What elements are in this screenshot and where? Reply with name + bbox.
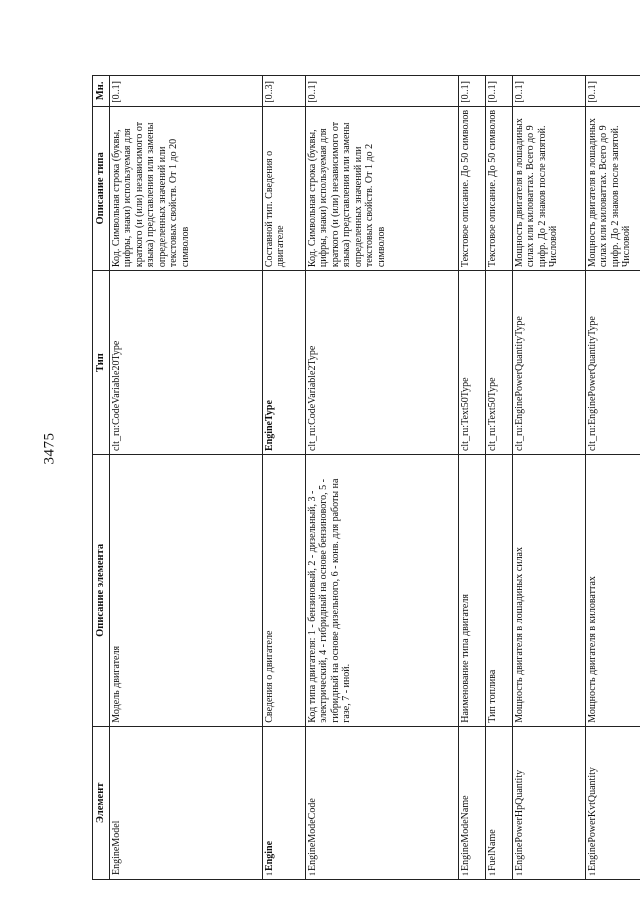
cell-type-description: Код. Символьная строка (буквы, цифры, знаки) используемая для краткого (и (или) независимого от языка) представления или замены определенных значений или текстовых свойств. От 1 до 20 символов bbox=[109, 106, 262, 270]
table-row bbox=[109, 76, 262, 880]
table-header-row bbox=[93, 76, 110, 880]
cell-multiplicity: [0..1] bbox=[512, 76, 585, 107]
cell-type: EngineType bbox=[262, 271, 305, 455]
row-level-number: 1 bbox=[460, 872, 470, 876]
cell-type-description: Код. Символьная строка (буквы, цифры, знаки) используемая для краткого (и (или) независимого от языка) представления или замены определенных значений или текстовых свойств. От 1 до 2 символов bbox=[305, 106, 458, 270]
cell-element-description: Код типа двигателя: 1 - бензиновый, 2 - дизельный, 3 - электрический, 4 - гибридный на основе бензинового, 5 - гибридный на основе дизельного, 6 - конв. для работы на газе, 7 - иной. bbox=[305, 455, 458, 727]
cell-element-description: Тип топлива bbox=[485, 455, 512, 727]
cell-element bbox=[262, 726, 305, 879]
element-name: FuelName bbox=[486, 829, 498, 871]
cell-element-description: Мощность двигателя в лошадиных силах bbox=[512, 455, 585, 727]
cell-type: clt_ru:Text50Type bbox=[485, 271, 512, 455]
cell-multiplicity: [0..1] bbox=[109, 76, 262, 107]
cell-element bbox=[458, 726, 485, 879]
table-row bbox=[262, 76, 305, 880]
cell-element-description: Мощность двигателя в киловаттах bbox=[585, 455, 640, 727]
cell-element bbox=[305, 726, 458, 879]
row-level-number: 1 bbox=[264, 872, 274, 876]
spec-table bbox=[92, 75, 640, 880]
cell-element bbox=[109, 726, 262, 879]
row-level-number: 1 bbox=[307, 872, 317, 876]
cell-element-description: Сведения о двигателе bbox=[262, 455, 305, 727]
header-type-description: Описание типа bbox=[93, 106, 110, 270]
element-name: Engine bbox=[263, 840, 275, 871]
cell-multiplicity: [0..1] bbox=[458, 76, 485, 107]
cell-multiplicity: [0..1] bbox=[305, 76, 458, 107]
header-element-description: Описание элемента bbox=[93, 455, 110, 727]
cell-type: clt_ru:EnginePowerQuantityType bbox=[512, 271, 585, 455]
cell-type: clt_ru:Text50Type bbox=[458, 271, 485, 455]
element-name: EnginePowerKvtQuantity bbox=[586, 767, 598, 871]
cell-type: clt_ru:EnginePowerQuantityType bbox=[585, 271, 640, 455]
cell-type-description: Текстовое описание. До 50 символов bbox=[485, 106, 512, 270]
table-row bbox=[458, 76, 485, 880]
cell-element bbox=[585, 726, 640, 879]
table-row bbox=[585, 76, 640, 880]
header-multiplicity: Мн. bbox=[93, 76, 110, 107]
cell-element-description: Модель двигателя bbox=[109, 455, 262, 727]
rotated-table-container bbox=[92, 75, 632, 880]
cell-multiplicity: [0..3] bbox=[262, 76, 305, 107]
header-element: Элемент bbox=[93, 726, 110, 879]
cell-multiplicity: [0..1] bbox=[585, 76, 640, 107]
table-row bbox=[512, 76, 585, 880]
element-name: EngineModel bbox=[110, 820, 122, 875]
row-level-number: 1 bbox=[514, 872, 524, 876]
cell-element bbox=[512, 726, 585, 879]
cell-type-description: Мощность двигателя в лошадиных силах или киловаттах. Всего до 9 цифр. До 2 знаков после запятой. Числовой bbox=[585, 106, 640, 270]
element-name: EngineModeCode bbox=[306, 798, 318, 871]
cell-type-description: Мощность двигателя в лошадиных силах или киловаттах. Всего до 9 цифр. До 2 знаков после запятой. Числовой bbox=[512, 106, 585, 270]
cell-type: clt_ru:CodeVariable2Type bbox=[305, 271, 458, 455]
header-type: Тип bbox=[93, 271, 110, 455]
page-number: 3475 bbox=[41, 432, 58, 465]
row-level-number: 1 bbox=[587, 872, 597, 876]
element-name: EnginePowerHpQuantity bbox=[513, 769, 525, 871]
cell-element-description: Наименование типа двигателя bbox=[458, 455, 485, 727]
row-level-number: 1 bbox=[487, 872, 497, 876]
table-row bbox=[485, 76, 512, 880]
element-name: EngineModeName bbox=[459, 795, 471, 871]
table-row bbox=[305, 76, 458, 880]
cell-type-description: Составной тип. Сведения о двигателе bbox=[262, 106, 305, 270]
cell-element bbox=[485, 726, 512, 879]
cell-type: clt_ru:CodeVariable20Type bbox=[109, 271, 262, 455]
cell-type-description: Текстовое описание. До 50 символов bbox=[458, 106, 485, 270]
cell-multiplicity: [0..1] bbox=[485, 76, 512, 107]
